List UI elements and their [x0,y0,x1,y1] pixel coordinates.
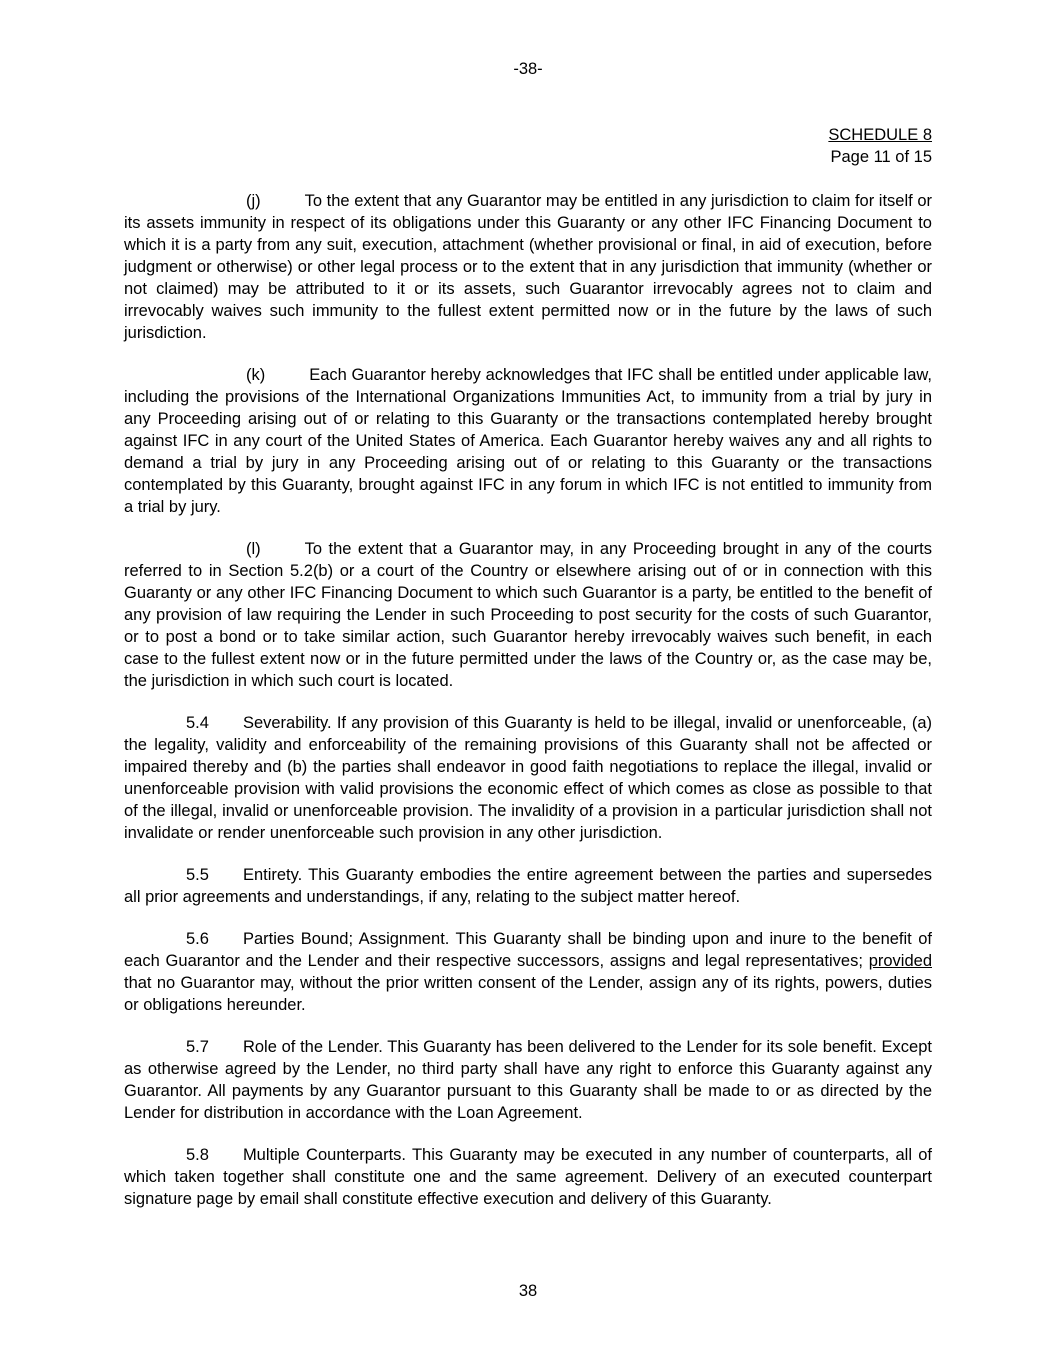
section-5-7-number: 5.7 [186,1038,209,1056]
section-5-5-text: Entirety. This Guaranty embodies the entire agreement between the parties and supersedes all prior agreements and understandings, if any, relating to the subject matter hereof. [124,866,932,906]
paragraph-k [124,364,932,518]
schedule-header-block [124,124,932,168]
schedule-heading-line [124,124,932,146]
paragraph-j-label: (j) [246,192,261,210]
paragraph-l-text: To the extent that a Guarantor may, in any Proceeding brought in any of the courts referred to in Section 5.2(b) or a court of the Country or elsewhere arising out of or in connection with this Guaranty or any other IFC Financing Document to which such Guarantor is a party, be entitled to the benefit of any provision of law requiring the Lender in such Proceeding to post security for the costs of such Guarantor, or to post a bond or to take similar action, such Guarantor hereby irrevocably waives such benefit, in each case to the fullest extent now or in the future permitted under the laws of the Country or, as the case may be, the jurisdiction in which such court is located. [124,540,932,690]
section-5-6-underlined-word: provided [868,952,932,970]
section-5-8-number: 5.8 [186,1146,209,1164]
paragraph-l-label: (l) [246,540,261,558]
section-5-7-text: Role of the Lender. This Guaranty has been delivered to the Lender for its sole benefit. Except as otherwise agreed by the Lender, no third party shall have any right to enforce this Guaranty against any Guarantor. All payments by any Guarantor pursuant to this Guaranty shall be made to or as directed by the Lender for distribution in accordance with the Loan Agreement. [124,1038,932,1122]
section-5-5 [124,864,932,908]
section-5-5-number: 5.5 [186,866,209,884]
section-5-6 [124,928,932,1016]
paragraph-l [124,538,932,692]
paragraph-j [124,190,932,344]
section-5-8 [124,1144,932,1210]
schedule-page-info: Page 11 of 15 [830,148,932,166]
schedule-label: SCHEDULE 8 [828,126,932,144]
footer-page-number: 38 [518,1282,538,1300]
section-5-8-text: Multiple Counterparts. This Guaranty may be executed in any number of counterparts, all of which taken together shall constitute one and the same agreement. Delivery of an executed counterpart signature page by email shall constitute effective execution and delivery of this Guaranty. [124,1146,932,1208]
document-body [124,190,932,1210]
section-5-6-text-after: that no Guarantor may, without the prior written consent of the Lender, assign any of its rights, powers, duties or obligations hereunder. [124,974,932,1014]
paragraph-k-text: Each Guarantor hereby acknowledges that IFC shall be entitled under applicable law, including the provisions of the International Organizations Immunities Act, to immunity from a trial by jury in any Proceeding arising out of or relating to this Guaranty or the transactions contemplated hereby brought against IFC in any court of the United States of America. Each Guarantor hereby waives any and all rights to demand a trial by jury in any Proceeding arising out of or relating to this Guaranty or the transactions contemplated by this Guaranty, brought against IFC in any forum in which IFC is not entitled to immunity from a trial by jury. [124,366,932,516]
paragraph-k-label: (k) [246,366,266,384]
section-5-4 [124,712,932,844]
section-5-4-text: Severability. If any provision of this Guaranty is held to be illegal, invalid or unenforceable, (a) the legality, validity and enforceability of the remaining provisions of this Guaranty shall not be affected or impaired thereby and (b) the parties shall endeavor in good faith negotiations to replace the illegal, invalid or unenforceable provision with valid provisions the economic effect of which comes as close as possible to that of the illegal, invalid or unenforceable provision. The invalidity of a provision in a particular jurisdiction shall not invalidate or render unenforceable such provision in any other jurisdiction. [124,714,932,842]
section-5-7 [124,1036,932,1124]
section-5-6-number: 5.6 [186,930,209,948]
top-page-number: -38- [513,60,543,78]
paragraph-j-text: To the extent that any Guarantor may be entitled in any jurisdiction to claim for itself or its assets immunity in respect of its obligations under this Guaranty or any other IFC Financing Document to which it is a party from any suit, execution, attachment (whether provisional or final, in aid of execution, before judgment or otherwise) or other legal process or to the extent that in any jurisdiction that immunity (whether or not claimed) may be attributed to it or its assets, such Guarantor irrevocably agrees not to claim and irrevocably waives such immunity to the fullest extent permitted now or in the future by the laws of such jurisdiction. [124,192,932,342]
section-5-4-number: 5.4 [186,714,209,732]
section-5-6-text-before: Parties Bound; Assignment. This Guaranty shall be binding upon and inure to the benefit of each Guarantor and the Lender and their respective successors, assigns and legal representatives; [124,930,932,970]
